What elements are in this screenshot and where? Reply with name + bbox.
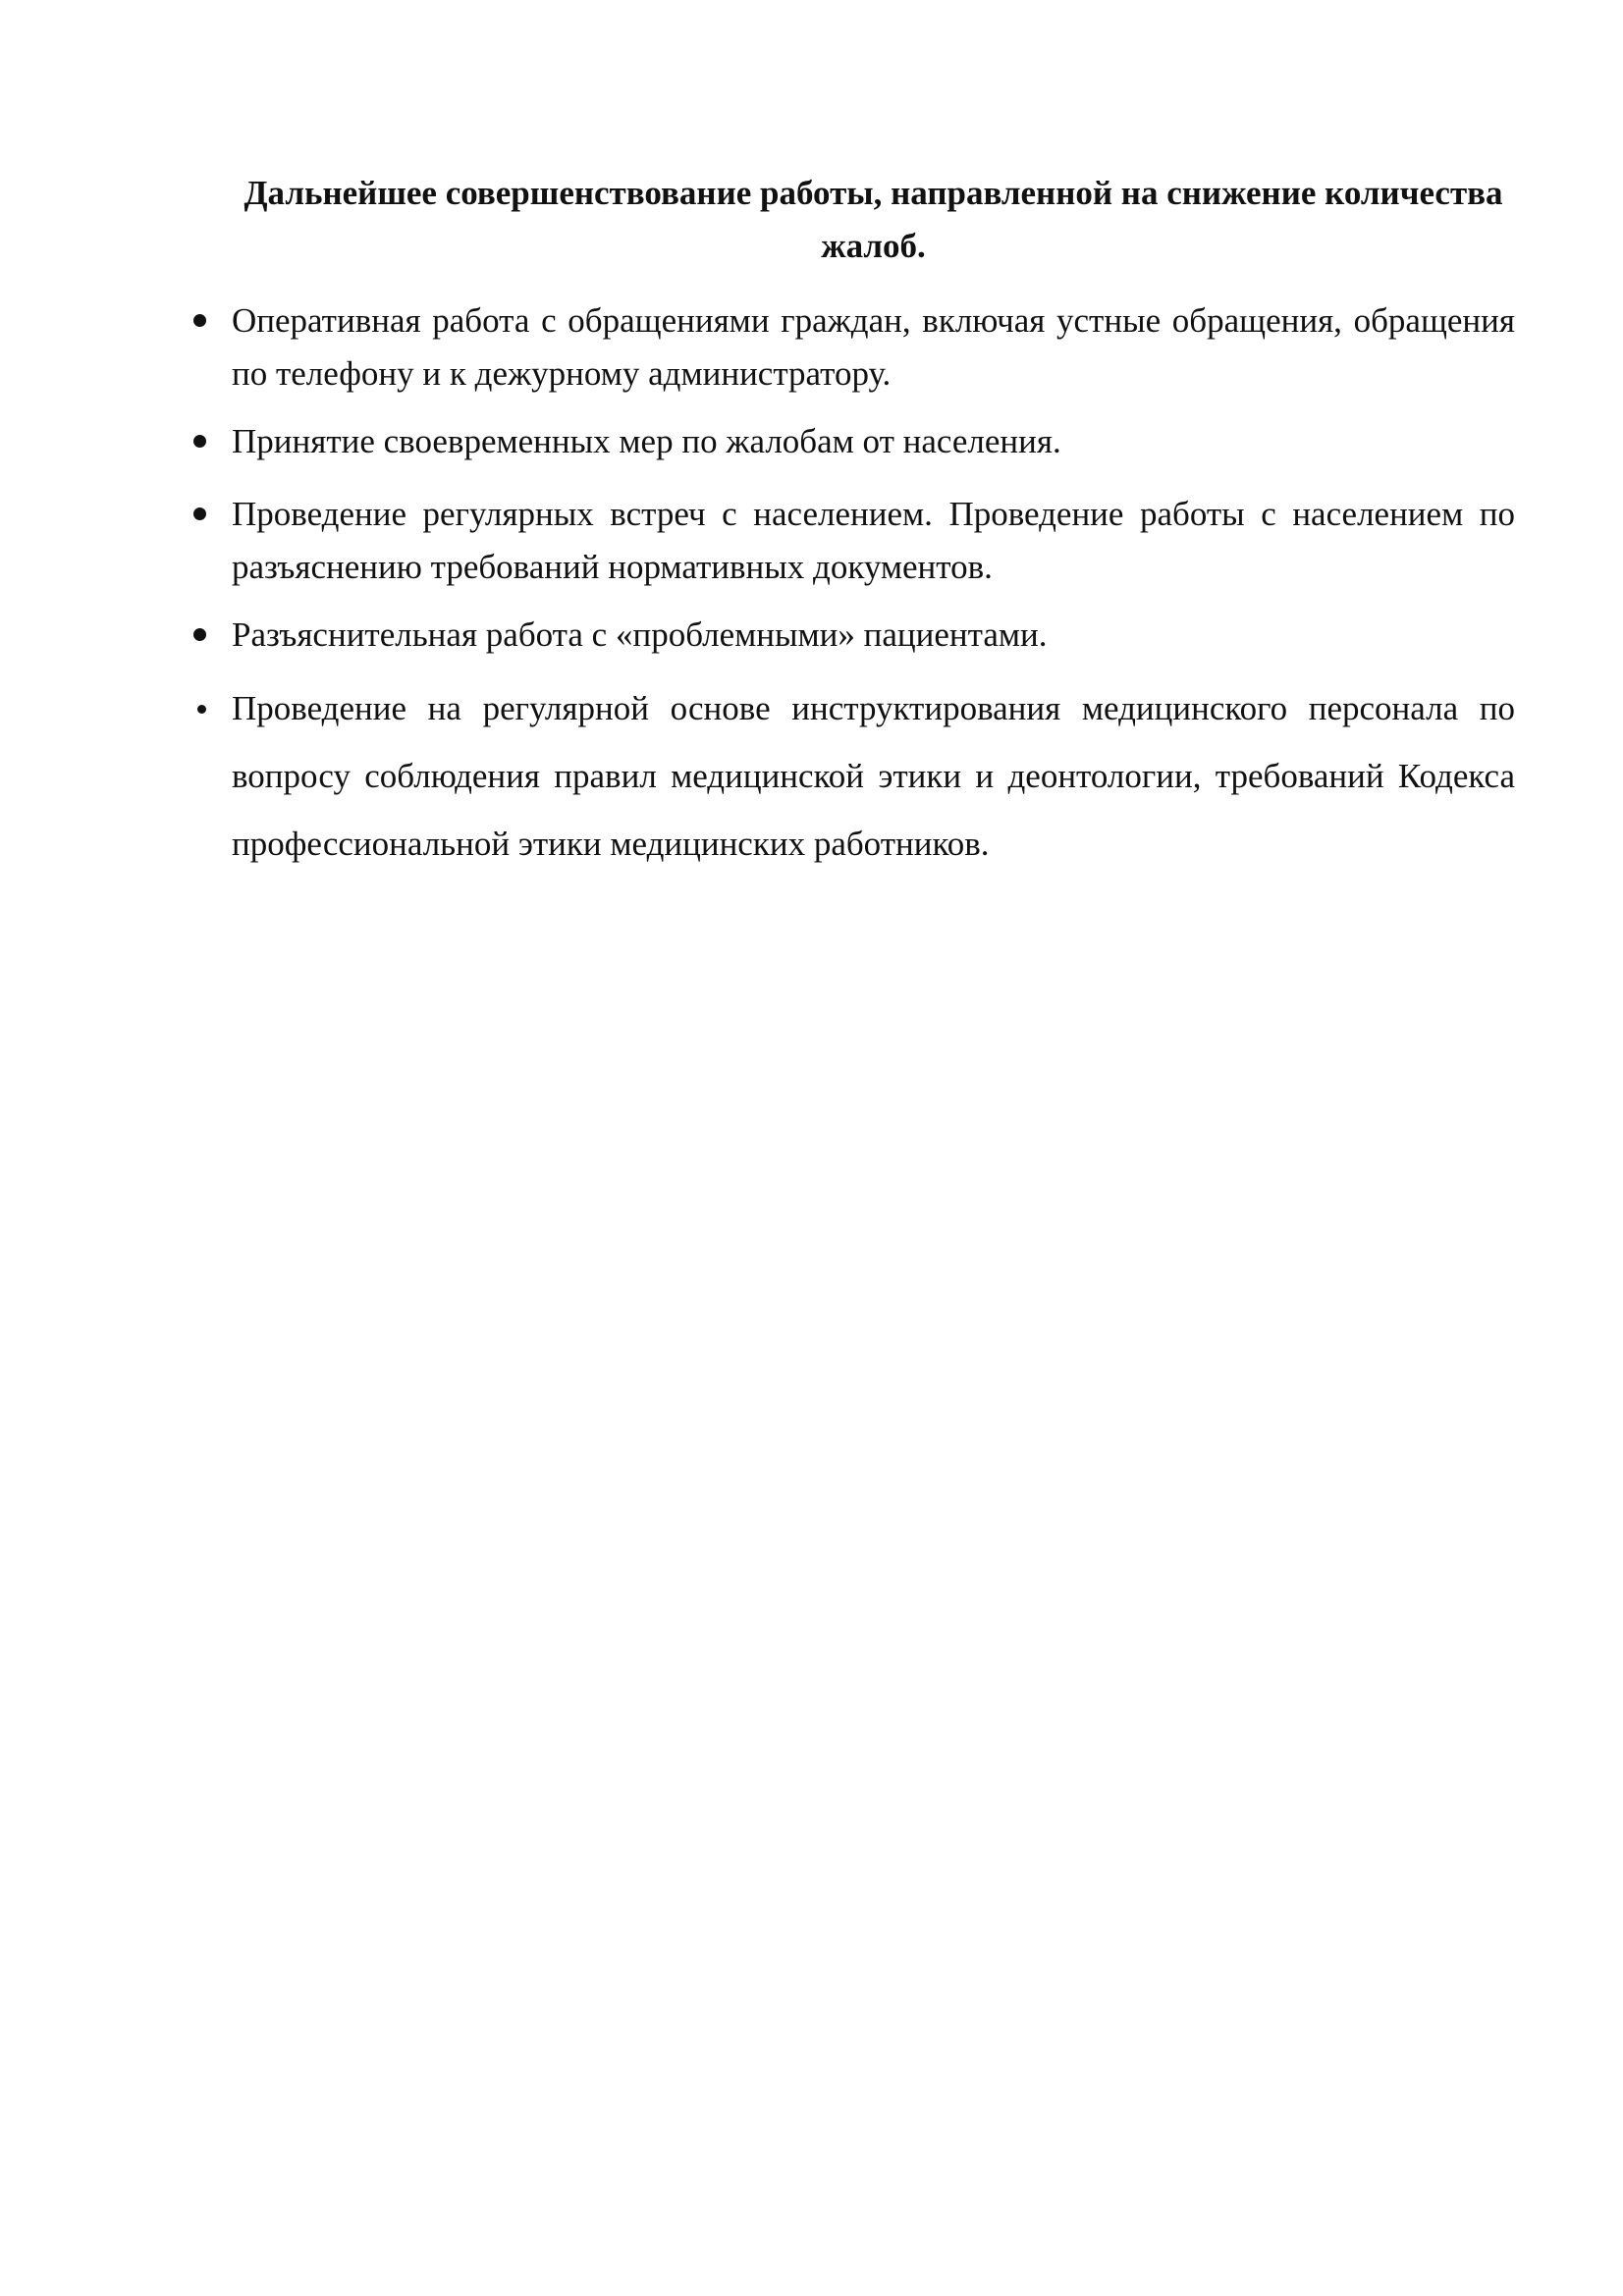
list-item-text: Оперативная работа с обращениями граждан, включая устные обращения, обращения по телефону и к дежурному администратору. — [232, 301, 1515, 393]
list-item — [232, 294, 1515, 400]
bullet-icon — [193, 507, 206, 520]
list-item — [232, 488, 1515, 594]
list-item — [232, 674, 1515, 878]
list-item-text: Принятие своевременных мер по жалобам от населения. — [232, 422, 1061, 460]
bullet-icon — [193, 628, 206, 641]
bullet-icon — [193, 314, 206, 327]
document-heading: Дальнейшее совершенствование работы, направленной на снижение количества жалоб. — [243, 174, 1503, 265]
bullet-icon — [197, 705, 206, 714]
list-item-text: Разъяснительная работа с «проблемными» пациентами. — [232, 615, 1048, 654]
bullet-icon — [193, 435, 206, 448]
list-item-text: Проведение регулярных встреч с населением. Проведение работы с населением по разъяснению требований нормативных документов. — [232, 495, 1515, 586]
list-item — [232, 609, 1515, 662]
list-item — [232, 415, 1515, 468]
list-item-text: Проведение на регулярной основе инструктирования медицинского персонала по вопросу соблюдения правил медицинской этики и деонтологии, требований Кодекса профессиональной этики медицинских работников. — [232, 689, 1515, 863]
